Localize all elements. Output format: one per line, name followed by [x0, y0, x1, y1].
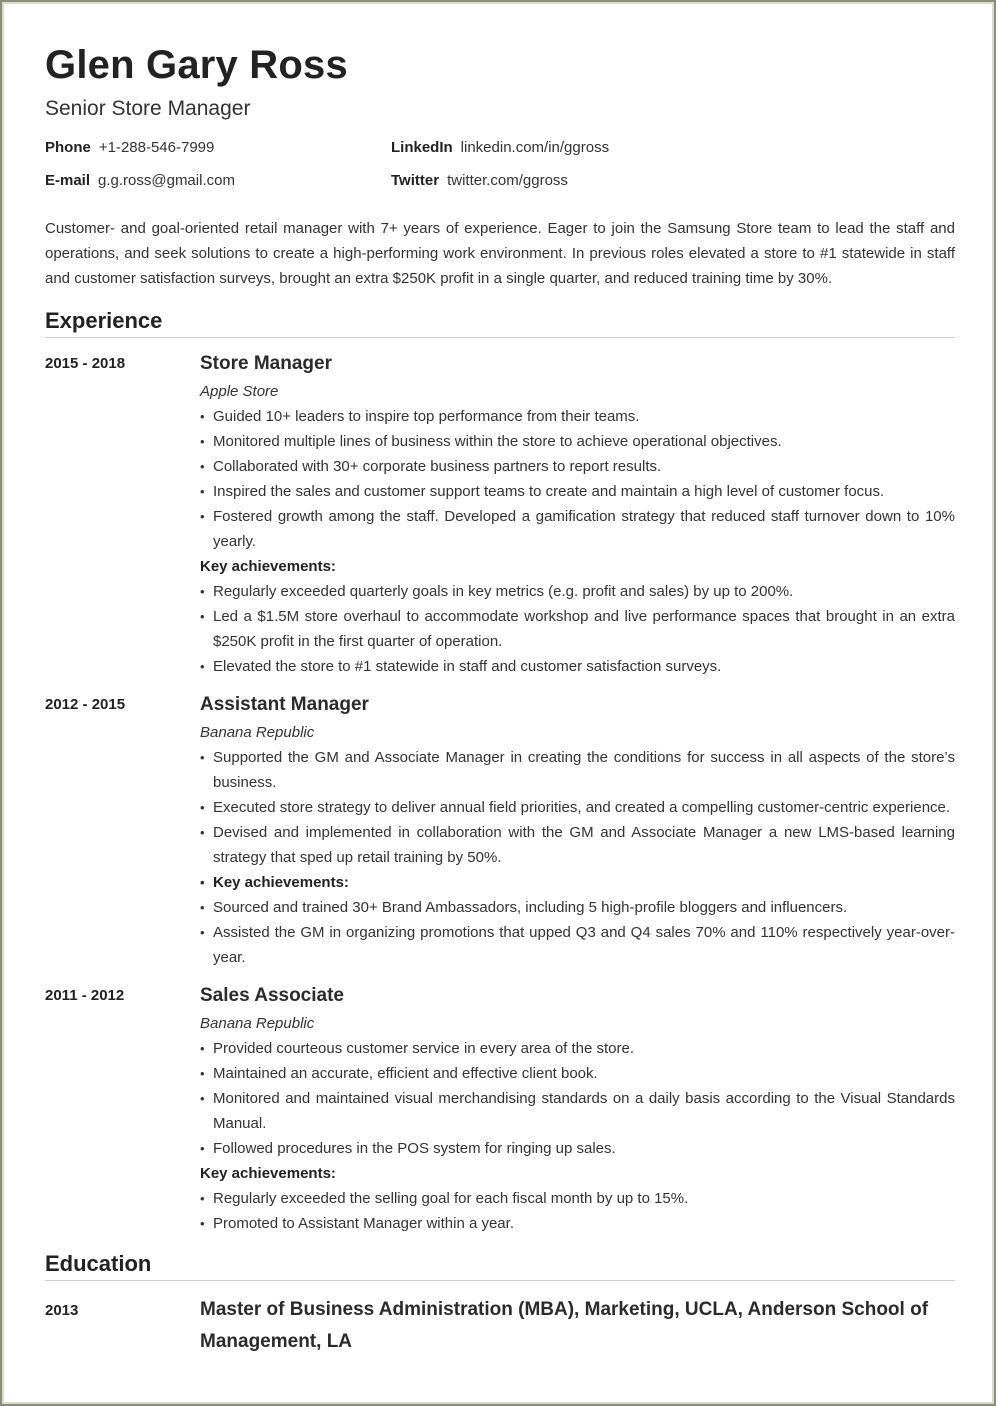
- experience-heading: Experience: [45, 307, 955, 338]
- education-entry: [45, 1294, 955, 1358]
- job-role: Assistant Manager: [200, 694, 369, 715]
- resume-content: [45, 40, 955, 1358]
- achievement-item: • Regularly exceeded quarterly goals in key metrics (e.g. profit and sales) by up to 200%.: [200, 579, 955, 604]
- phone-value[interactable]: +1-288-546-7999: [98, 139, 215, 156]
- job-dates: 2012 - 2015: [45, 696, 126, 713]
- summary-paragraph: Customer- and goal-oriented retail manager with 7+ years of experience. Eager to join the Samsung Store team to lead the staff and operations, and seek solutions to create a high-performing work environment. In previous roles elevated a store to #1 statewide in staff and customer satisfaction surveys, brought an extra $250K profit in a single quarter, and reduced training time by 30%.: [45, 220, 955, 287]
- job-bullets: [200, 404, 955, 554]
- contact-twitter: [391, 170, 568, 192]
- bullet-item: • Provided courteous customer service in every area of the store.: [200, 1036, 955, 1061]
- achievements-label: Key achievements:: [200, 1165, 336, 1182]
- education-year: 2013: [45, 1302, 79, 1319]
- twitter-link[interactable]: twitter.com/ggross: [447, 172, 568, 189]
- achievements-label: • Key achievements:: [200, 870, 955, 895]
- bullet-item: • Devised and implemented in collaboration with the GM and Associate Manager a new LMS-based learning strategy that sped up retail training by 50%.: [200, 820, 955, 870]
- job-role: Sales Associate: [200, 985, 344, 1006]
- education-degree: Master of Business Administration (MBA), Marketing, UCLA, Anderson School of Management, LA: [200, 1299, 929, 1352]
- candidate-title: Senior Store Manager: [45, 97, 251, 120]
- bullet-item: • Guided 10+ leaders to inspire top performance from their teams.: [200, 404, 955, 429]
- contact-email: [45, 170, 235, 192]
- experience-entry: [45, 983, 955, 1236]
- phone-label: Phone: [45, 139, 91, 156]
- job-bullets: [200, 745, 955, 970]
- experience-entry: [45, 351, 955, 679]
- achievement-item: • Led a $1.5M store overhaul to accommodate workshop and live performance spaces that brought in an extra $250K profit in the first quarter of operation.: [200, 604, 955, 654]
- achievement-item: • Regularly exceeded the selling goal for each fiscal month by up to 15%.: [200, 1186, 955, 1211]
- job-dates: 2011 - 2012: [45, 987, 125, 1004]
- email-label: E-mail: [45, 172, 91, 189]
- contact-block: [45, 137, 955, 203]
- bullet-item: • Maintained an accurate, efficient and effective client book.: [200, 1061, 955, 1086]
- candidate-name: Glen Gary Ross: [45, 43, 348, 87]
- job-bullets: [200, 1036, 955, 1161]
- job-dates: 2015 - 2018: [45, 355, 126, 372]
- bullet-item: • Collaborated with 30+ corporate business partners to report results.: [200, 454, 955, 479]
- achievement-item: • Elevated the store to #1 statewide in staff and customer satisfaction surveys.: [200, 654, 955, 679]
- achievement-item: • Promoted to Assistant Manager within a year.: [200, 1211, 955, 1236]
- contact-linkedin: [391, 137, 609, 159]
- bullet-item: • Supported the GM and Associate Manager in creating the conditions for success in all aspects of the store’s business.: [200, 745, 955, 795]
- job-company: Apple Store: [200, 383, 279, 400]
- bullet-item: • Followed procedures in the POS system for ringing up sales.: [200, 1136, 955, 1161]
- job-role: Store Manager: [200, 353, 332, 374]
- achievement-bullets: [200, 579, 955, 679]
- job-company: Banana Republic: [200, 724, 315, 741]
- achievements-label: Key achievements:: [200, 558, 336, 575]
- achievement-item: • Assisted the GM in organizing promotions that upped Q3 and Q4 sales 70% and 110% respectively year-over-year.: [200, 920, 955, 970]
- job-company: Banana Republic: [200, 1015, 315, 1032]
- education-heading: Education: [45, 1250, 955, 1281]
- twitter-label: Twitter: [391, 172, 440, 189]
- bullet-item: • Fostered growth among the staff. Developed a gamification strategy that reduced staff turnover down to 10% yearly.: [200, 504, 955, 554]
- bullet-item: • Executed store strategy to deliver annual field priorities, and created a compelling customer-centric experience.: [200, 795, 955, 820]
- email-link[interactable]: g.g.ross@gmail.com: [98, 172, 235, 189]
- contact-phone: [45, 137, 214, 159]
- achievement-item: • Sourced and trained 30+ Brand Ambassadors, including 5 high-profile bloggers and influencers.: [200, 895, 955, 920]
- achievement-bullets: [200, 1186, 955, 1236]
- linkedin-link[interactable]: linkedin.com/in/ggross: [460, 139, 610, 156]
- linkedin-label: LinkedIn: [391, 139, 453, 156]
- bullet-item: • Monitored and maintained visual merchandising standards on a daily basis according to the Visual Standards Manual.: [200, 1086, 955, 1136]
- bullet-item: • Monitored multiple lines of business within the store to achieve operational objectives.: [200, 429, 955, 454]
- experience-entry: [45, 692, 955, 970]
- bullet-item: • Inspired the sales and customer support teams to create and maintain a high level of customer focus.: [200, 479, 955, 504]
